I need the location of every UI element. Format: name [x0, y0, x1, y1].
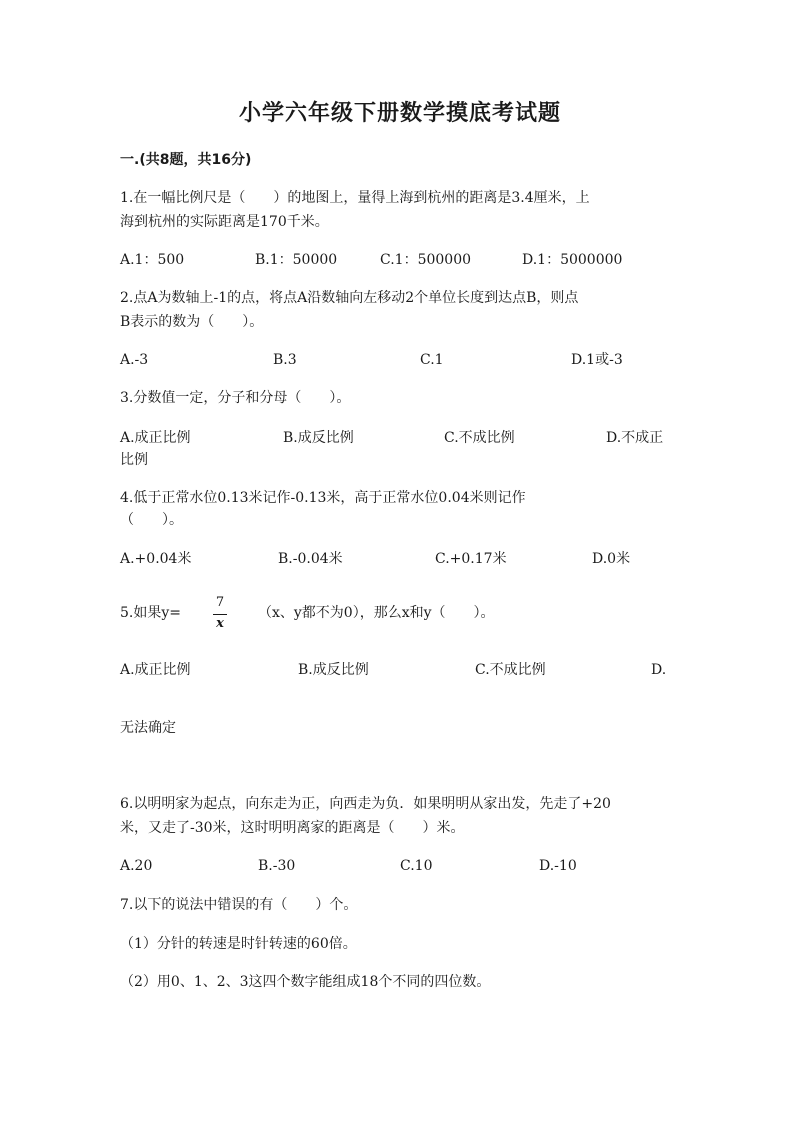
- question-5-prefix: 5.如果y=: [120, 605, 181, 621]
- question-6-option-b: B.-30: [258, 858, 296, 874]
- question-5-option-a: A.成正比例: [120, 662, 191, 678]
- question-2-text-line-2: B表示的数为（ ）。: [120, 314, 264, 330]
- question-5-option-b: B.成反比例: [298, 662, 369, 678]
- page-title: 小学六年级下册数学摸底考试题: [238, 101, 561, 126]
- question-3-option-d: D.不成正: [606, 430, 664, 446]
- question-4-option-a: A.+0.04米: [120, 551, 192, 567]
- question-2-option-d: D.1或-3: [571, 352, 623, 368]
- question-1-option-c: C.1：500000: [380, 252, 472, 268]
- question-5-suffix: （x、y都不为0），那么x和y（ ）。: [258, 605, 495, 621]
- fraction-bar: [213, 614, 227, 615]
- question-6-option-a: A.20: [120, 858, 153, 874]
- question-4-text-line-2: （ ）。: [120, 512, 183, 528]
- question-2-text-line-1: 2.点A为数轴上-1的点，将点A沿数轴向左移动2个单位长度到达点B，则点: [120, 290, 579, 306]
- question-1-option-d: D.1：5000000: [522, 252, 623, 268]
- question-3-option-c: C.不成比例: [444, 430, 515, 446]
- question-5-option-c: C.不成比例: [475, 662, 546, 678]
- fraction-numerator: 7: [215, 595, 225, 610]
- question-7-text: 7.以下的说法中错误的有（ ）个。: [120, 897, 358, 913]
- question-2-option-c: C.1: [420, 352, 444, 368]
- question-4-option-d: D.0米: [592, 551, 631, 567]
- question-1-text-line-2: 海到杭州的实际距离是170千米。: [120, 214, 329, 230]
- question-4-text-line-1: 4.低于正常水位0.13米记作-0.13米，高于正常水位0.04米则记作: [120, 490, 526, 506]
- question-3-text: 3.分数值一定，分子和分母（ ）。: [120, 390, 351, 406]
- question-1-option-a: A.1：500: [120, 252, 185, 268]
- fraction-denominator: x: [216, 616, 224, 631]
- question-5-option-d: D.: [651, 662, 667, 678]
- question-4-option-c: C.+0.17米: [435, 551, 507, 567]
- question-1-option-b: B.1：50000: [255, 252, 338, 268]
- question-6-text-line-1: 6.以明明家为起点，向东走为正，向西走为负．如果明明从家出发，先走了+20: [120, 796, 611, 812]
- question-6-option-c: C.10: [400, 858, 433, 874]
- question-3-option-d-wrap: 比例: [120, 452, 148, 468]
- question-7-statement-2: （2）用0、1、2、3这四个数字能组成18个不同的四位数。: [120, 974, 491, 990]
- section-heading: 一.(共8题，共16分): [120, 152, 252, 168]
- question-2-option-b: B.3: [273, 352, 297, 368]
- question-5-option-d-wrap: 无法确定: [120, 720, 176, 736]
- question-3-option-b: B.成反比例: [283, 430, 354, 446]
- question-6-text-line-2: 米，又走了-30米，这时明明离家的距离是（ ）米。: [120, 820, 465, 836]
- question-6-option-d: D.-10: [539, 858, 577, 874]
- question-3-option-a: A.成正比例: [120, 430, 191, 446]
- question-1-text-line-1: 1.在一幅比例尺是（ ）的地图上，量得上海到杭州的距离是3.4厘米，上: [120, 190, 590, 206]
- question-2-option-a: A.-3: [120, 352, 149, 368]
- question-4-option-b: B.-0.04米: [278, 551, 343, 567]
- question-7-statement-1: （1）分针的转速是时针转速的60倍。: [120, 936, 357, 952]
